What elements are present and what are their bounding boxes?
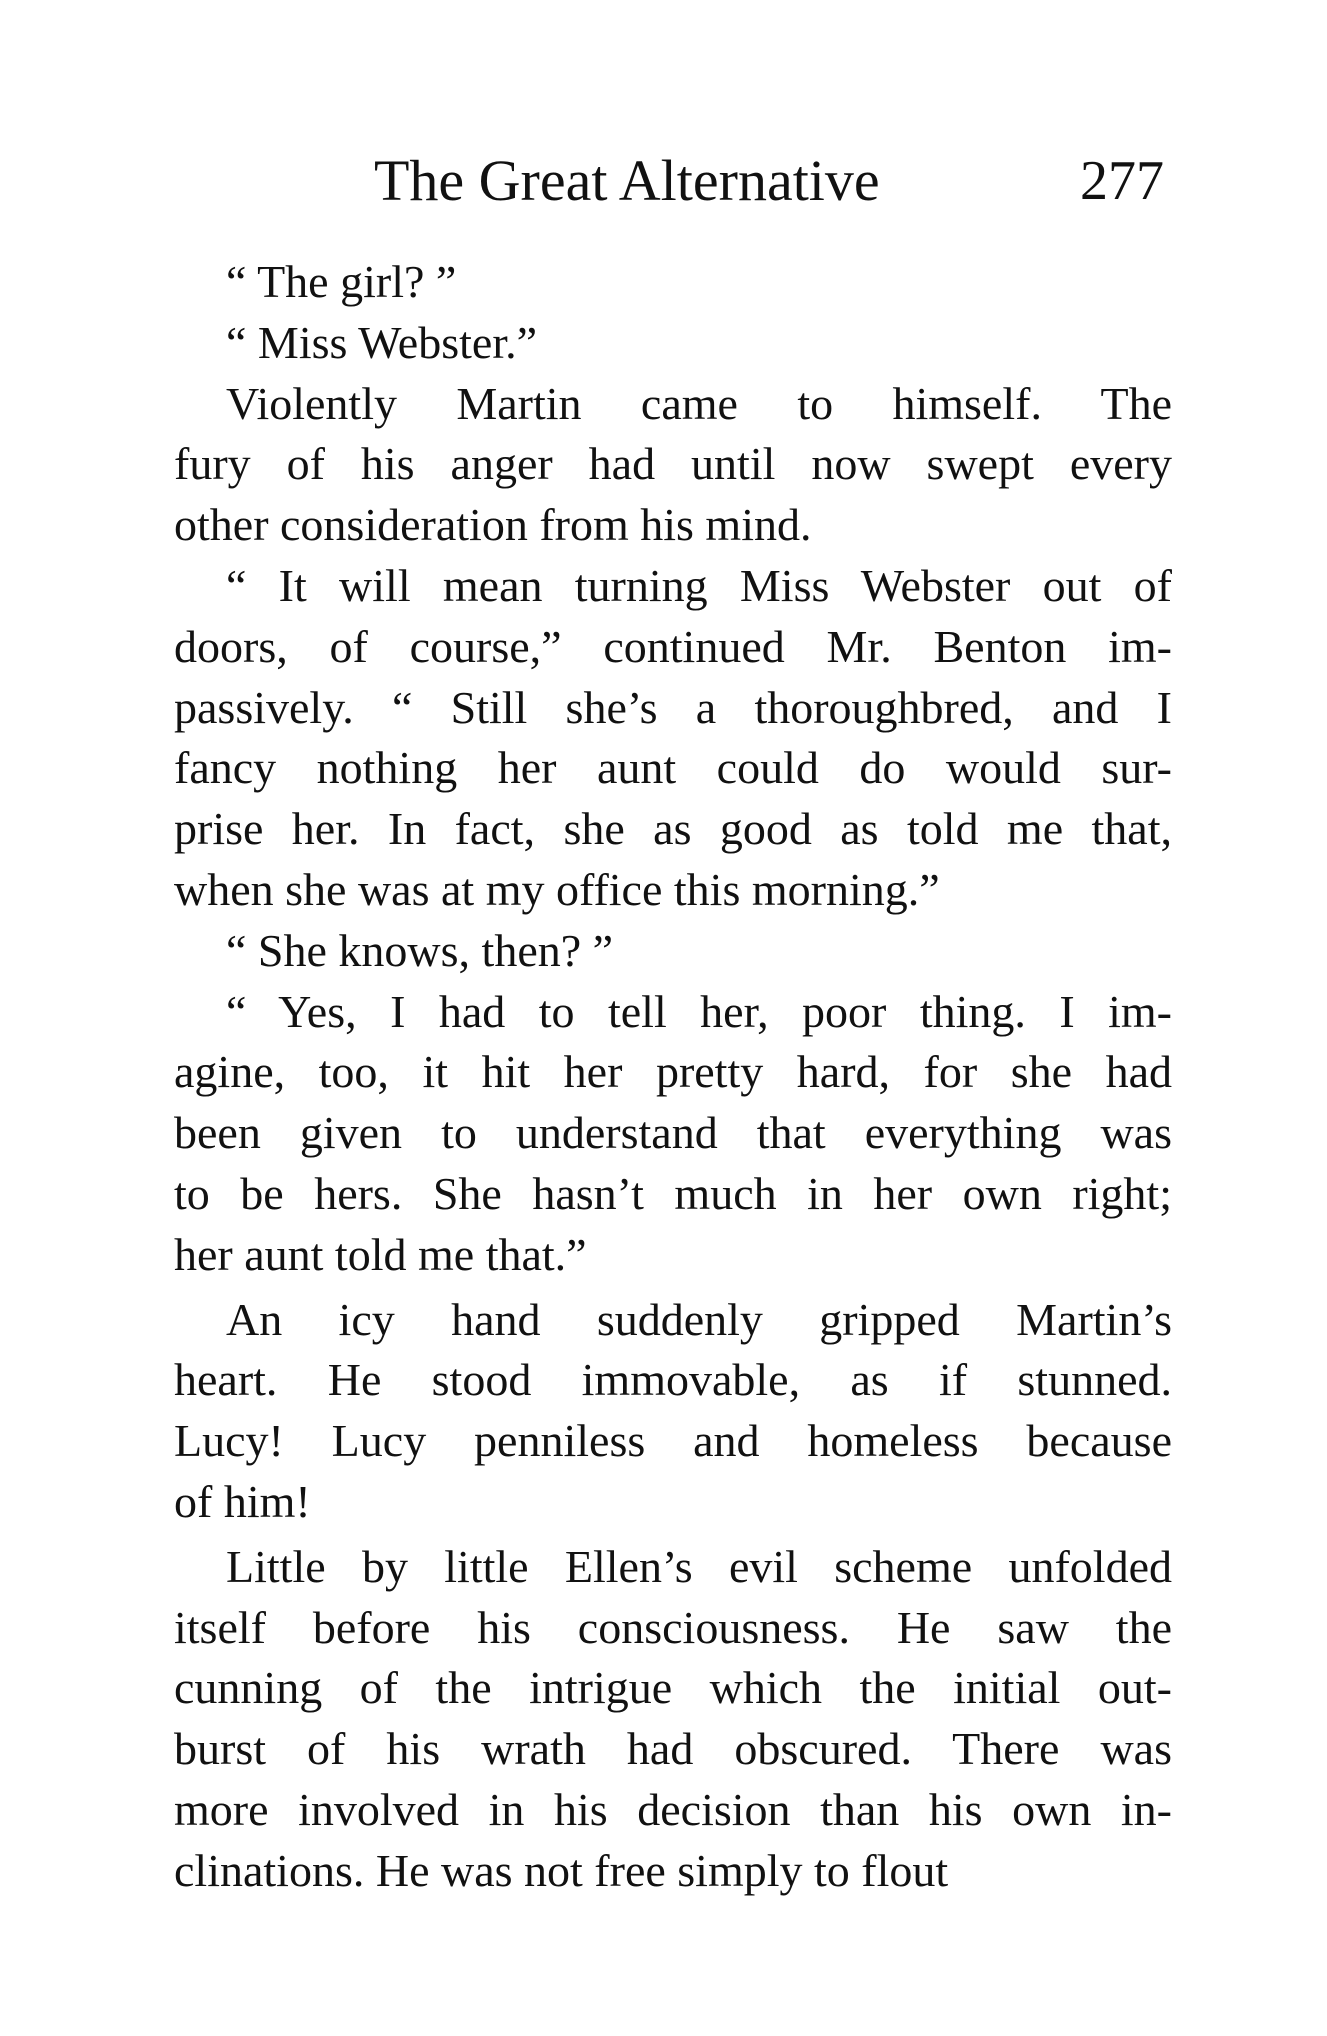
text-line: her aunt told me that.” [174, 1228, 587, 1280]
text-line: “ It will mean turning Miss Webster out of [226, 559, 1172, 611]
text-line: of him! [174, 1475, 311, 1527]
text-line: to be hers. She hasn’t much in her own right; [174, 1167, 1172, 1219]
text-line: “ Yes, I had to tell her, poor thing. I im- [226, 985, 1172, 1037]
text-line: heart. He stood immovable, as if stunned. [174, 1354, 1172, 1406]
body-text [174, 252, 1172, 1902]
text-line: Violently Martin came to himself. The [226, 377, 1172, 429]
paragraph [174, 1537, 1172, 1902]
paragraph [174, 556, 1172, 921]
text-line: doors, of course,” continued Mr. Benton im- [174, 620, 1172, 672]
text-line: when she was at my office this morning.” [174, 863, 940, 915]
text-line: passively. “ Still she’s a thoroughbred, and I [174, 681, 1172, 733]
paragraph [174, 1290, 1172, 1533]
text-line: Lucy! Lucy penniless and homeless because [174, 1415, 1172, 1467]
page-number: 277 [1080, 150, 1164, 212]
running-title: The Great Alternative [374, 148, 880, 213]
paragraph [174, 921, 1172, 982]
text-line: been given to understand that everything was [174, 1107, 1172, 1159]
text-line: agine, too, it hit her pretty hard, for she had [174, 1046, 1172, 1098]
text-line: fancy nothing her aunt could do would sur- [174, 742, 1172, 794]
paragraph [174, 982, 1172, 1286]
text-line: itself before his consciousness. He saw the [174, 1601, 1172, 1653]
text-line: An icy hand suddenly gripped Martin’s [226, 1293, 1172, 1345]
running-head [374, 146, 1164, 216]
text-line: more involved in his decision than his own in- [174, 1783, 1172, 1835]
text-line: Little by little Ellen’s evil scheme unfolded [226, 1540, 1172, 1592]
paragraph [174, 313, 1172, 374]
text-line: “ Miss Webster.” [226, 316, 538, 368]
text-line: cunning of the intrigue which the initial out- [174, 1662, 1172, 1714]
text-line: prise her. In fact, she as good as told me that, [174, 803, 1172, 855]
paragraph [174, 252, 1172, 313]
text-line: other consideration from his mind. [174, 499, 812, 551]
text-line: burst of his wrath had obscured. There was [174, 1723, 1172, 1775]
text-line: “ The girl? ” [226, 256, 457, 307]
text-line: clinations. He was not free simply to flout [174, 1844, 949, 1896]
paragraph [174, 374, 1172, 556]
text-line: fury of his anger had until now swept every [174, 438, 1172, 490]
text-line: “ She knows, then? ” [226, 924, 614, 976]
